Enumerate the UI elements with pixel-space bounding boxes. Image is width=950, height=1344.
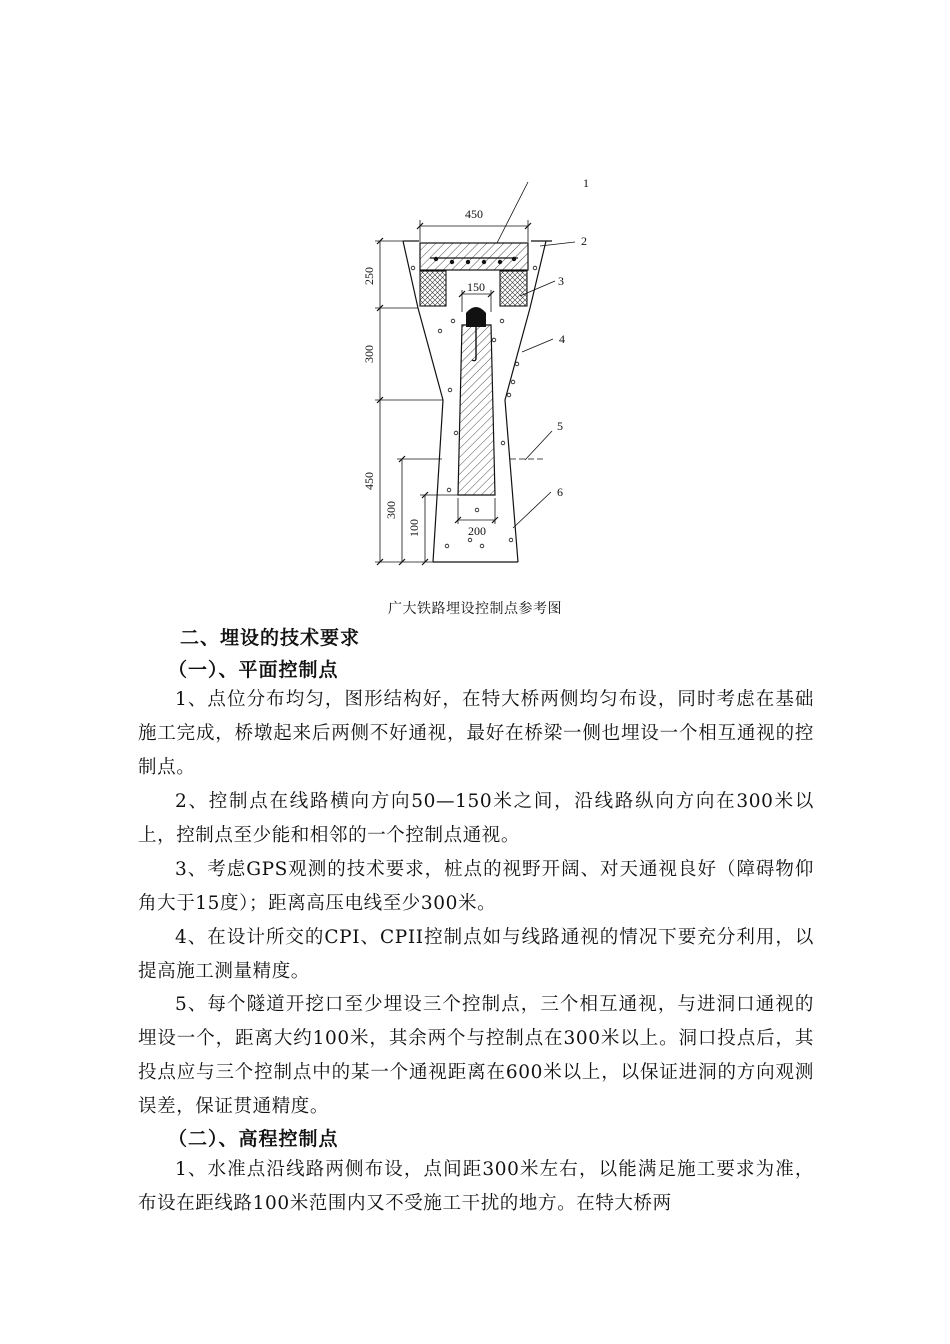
label-300-lower: 300 [384, 501, 398, 519]
control-point-burial-diagram [340, 165, 600, 570]
callout-2: 2 [581, 234, 587, 248]
label-100: 100 [407, 519, 421, 537]
callout-3: 3 [558, 274, 564, 288]
marker-head [466, 307, 486, 327]
cover-slab [420, 243, 528, 270]
callout-5: 5 [557, 419, 563, 433]
paragraph-3: 3、考虑GPS观测的技术要求，桩点的视野开阔、对天通视良好（障碍物仰角大于15度）；距离高压电线至少300米。 [138, 859, 814, 914]
paragraph-4: 4、在设计所交的CPI、CPII控制点如与线路通视的情况下要充分利用，以提高施工测量精度。 [138, 927, 814, 982]
label-200: 200 [468, 524, 486, 538]
paragraph-1: 1、点位分布均匀，图形结构好，在特大桥两侧均匀布设，同时考虑在基础施工完成，桥墩起来后两侧不好通视，最好在桥梁一侧也埋设一个相互通视的控制点。 [138, 689, 814, 778]
subsection-title-plane: （一）、平面控制点 [168, 659, 339, 681]
callout-1: 1 [583, 176, 589, 190]
section-title: 二、埋设的技术要求 [180, 627, 361, 649]
label-250: 250 [362, 267, 376, 285]
paragraph-6: 1、水准点沿线路两侧布设，点间距300米左右，以能满足施工要求为准，布设在距线路100米范围内又不受施工干扰的地方。在特大桥两 [138, 1159, 814, 1214]
figure-caption: 广大铁路埋设控制点参考图 [388, 601, 562, 617]
paragraph-5: 5、每个隧道开挖口至少埋设三个控制点，三个相互通视，与进洞口通视的埋设一个，距离大约100米，其余两个与控制点在300米以上。洞口投点后，其投点应与三个控制点中的某一个通视距离在600米以上，以保证进洞的方向观测误差，保证贯通精度。 [138, 994, 814, 1117]
callout-4: 4 [559, 332, 565, 346]
label-450-top: 450 [465, 207, 483, 221]
side-block-left [420, 271, 446, 306]
label-300-upper: 300 [362, 345, 376, 363]
label-150: 150 [467, 280, 485, 294]
label-450-side: 450 [362, 472, 376, 490]
callout-6: 6 [557, 485, 563, 499]
side-block-right [500, 271, 527, 306]
paragraph-2: 2、控制点在线路横向方向50—150米之间，沿线路纵向方向在300米以上，控制点至少能和相邻的一个控制点通视。 [138, 791, 814, 846]
subsection-title-elevation: （二）、高程控制点 [168, 1128, 339, 1150]
